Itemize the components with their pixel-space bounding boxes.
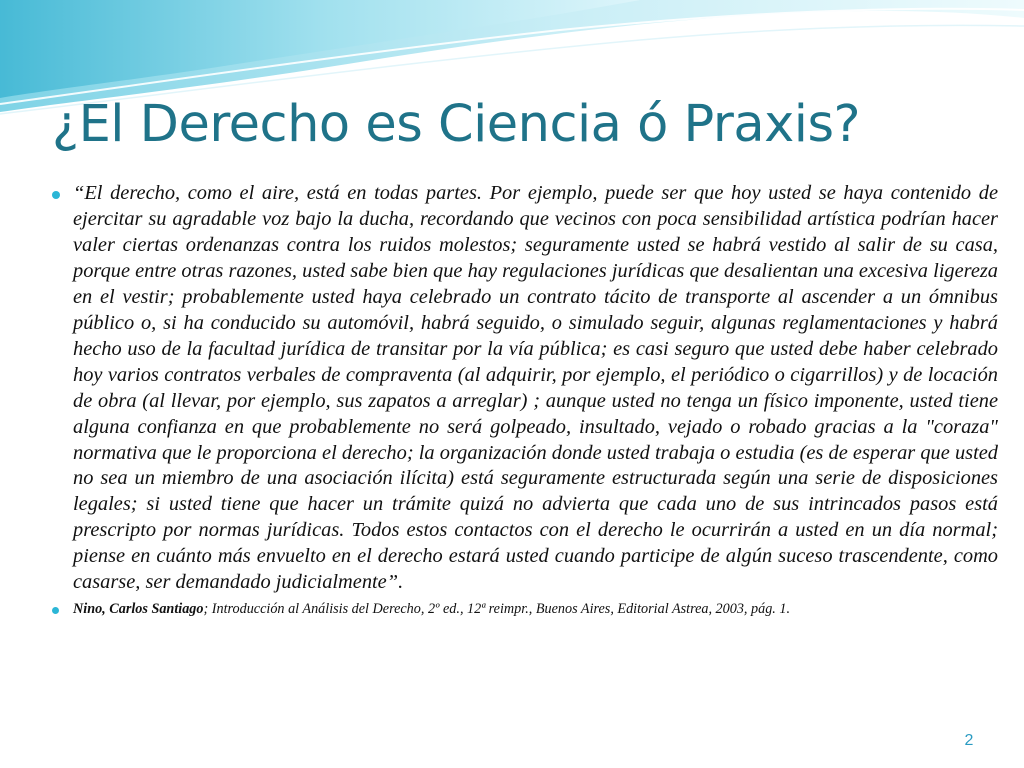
- bullet-icon: [52, 191, 60, 199]
- bullet-icon: [52, 607, 59, 614]
- slide-title: ¿El Derecho es Ciencia ó Praxis?: [52, 95, 861, 154]
- citation-item: [52, 599, 998, 619]
- slide-body: [52, 181, 998, 619]
- page-number: 2: [964, 732, 974, 749]
- citation-rest: ; Introducción al Análisis del Derecho, 2º ed., 12ª reimpr., Buenos Aires, Editorial Astrea, 2003, pág. 1.: [203, 601, 791, 618]
- citation-text: [73, 599, 998, 619]
- citation-author: Nino, Carlos Santiago: [73, 601, 204, 618]
- quote-item: [52, 181, 998, 596]
- quote-text: “El derecho, como el aire, está en todas partes. Por ejemplo, puede ser que hoy usted se haya contenido de ejercitar su agradable voz bajo la ducha, recordando que vecinos con poca sensibilidad artística podrían hacer valer ciertas ordenanzas contra los ruidos molestos; seguramente usted se habrá vestido al salir de su casa, porque entre otras razones, usted sabe bien que hay regulaciones jurídicas que desalientan una excesiva ligereza en el vestir; probablemente usted haya celebrado un contrato tácito de transporte al ascender a un ómnibus público o, si ha conducido su automóvil, habrá seguido, o simulado seguir, algunas reglamentaciones y habrá hecho uso de la facultad jurídica de transitar por la vía pública; es casi seguro que usted debe haber celebrado hoy varios contratos verbales de compraventa (al adquirir, por ejemplo, el periódico o cigarrillos) y de locación de obra (al llevar, por ejemplo, sus zapatos a arreglar) ; aunque usted no tenga un físico imponente, usted tiene alguna confianza en que probablemente no será golpeado, insultado, vejado o robado gracias a la "coraza" normativa que le proporciona el derecho; la organización donde usted trabaja o estudia (es de esperar que usted no sea un miembro de una asociación ilícita) está seguramente estructurada según una serie de disposiciones legales; si usted tiene que hacer un trámite quizá no advierta que cada uno de sus intrincados pasos está prescripto por normas jurídicas. Todos estos contactos con el derecho le ocurrirán a usted en un día normal; piense en cuánto más envuelto en el derecho estará usted cuando participe de algún suceso trascendente, como casarse, ser demandado judicialmente”.: [73, 182, 998, 594]
